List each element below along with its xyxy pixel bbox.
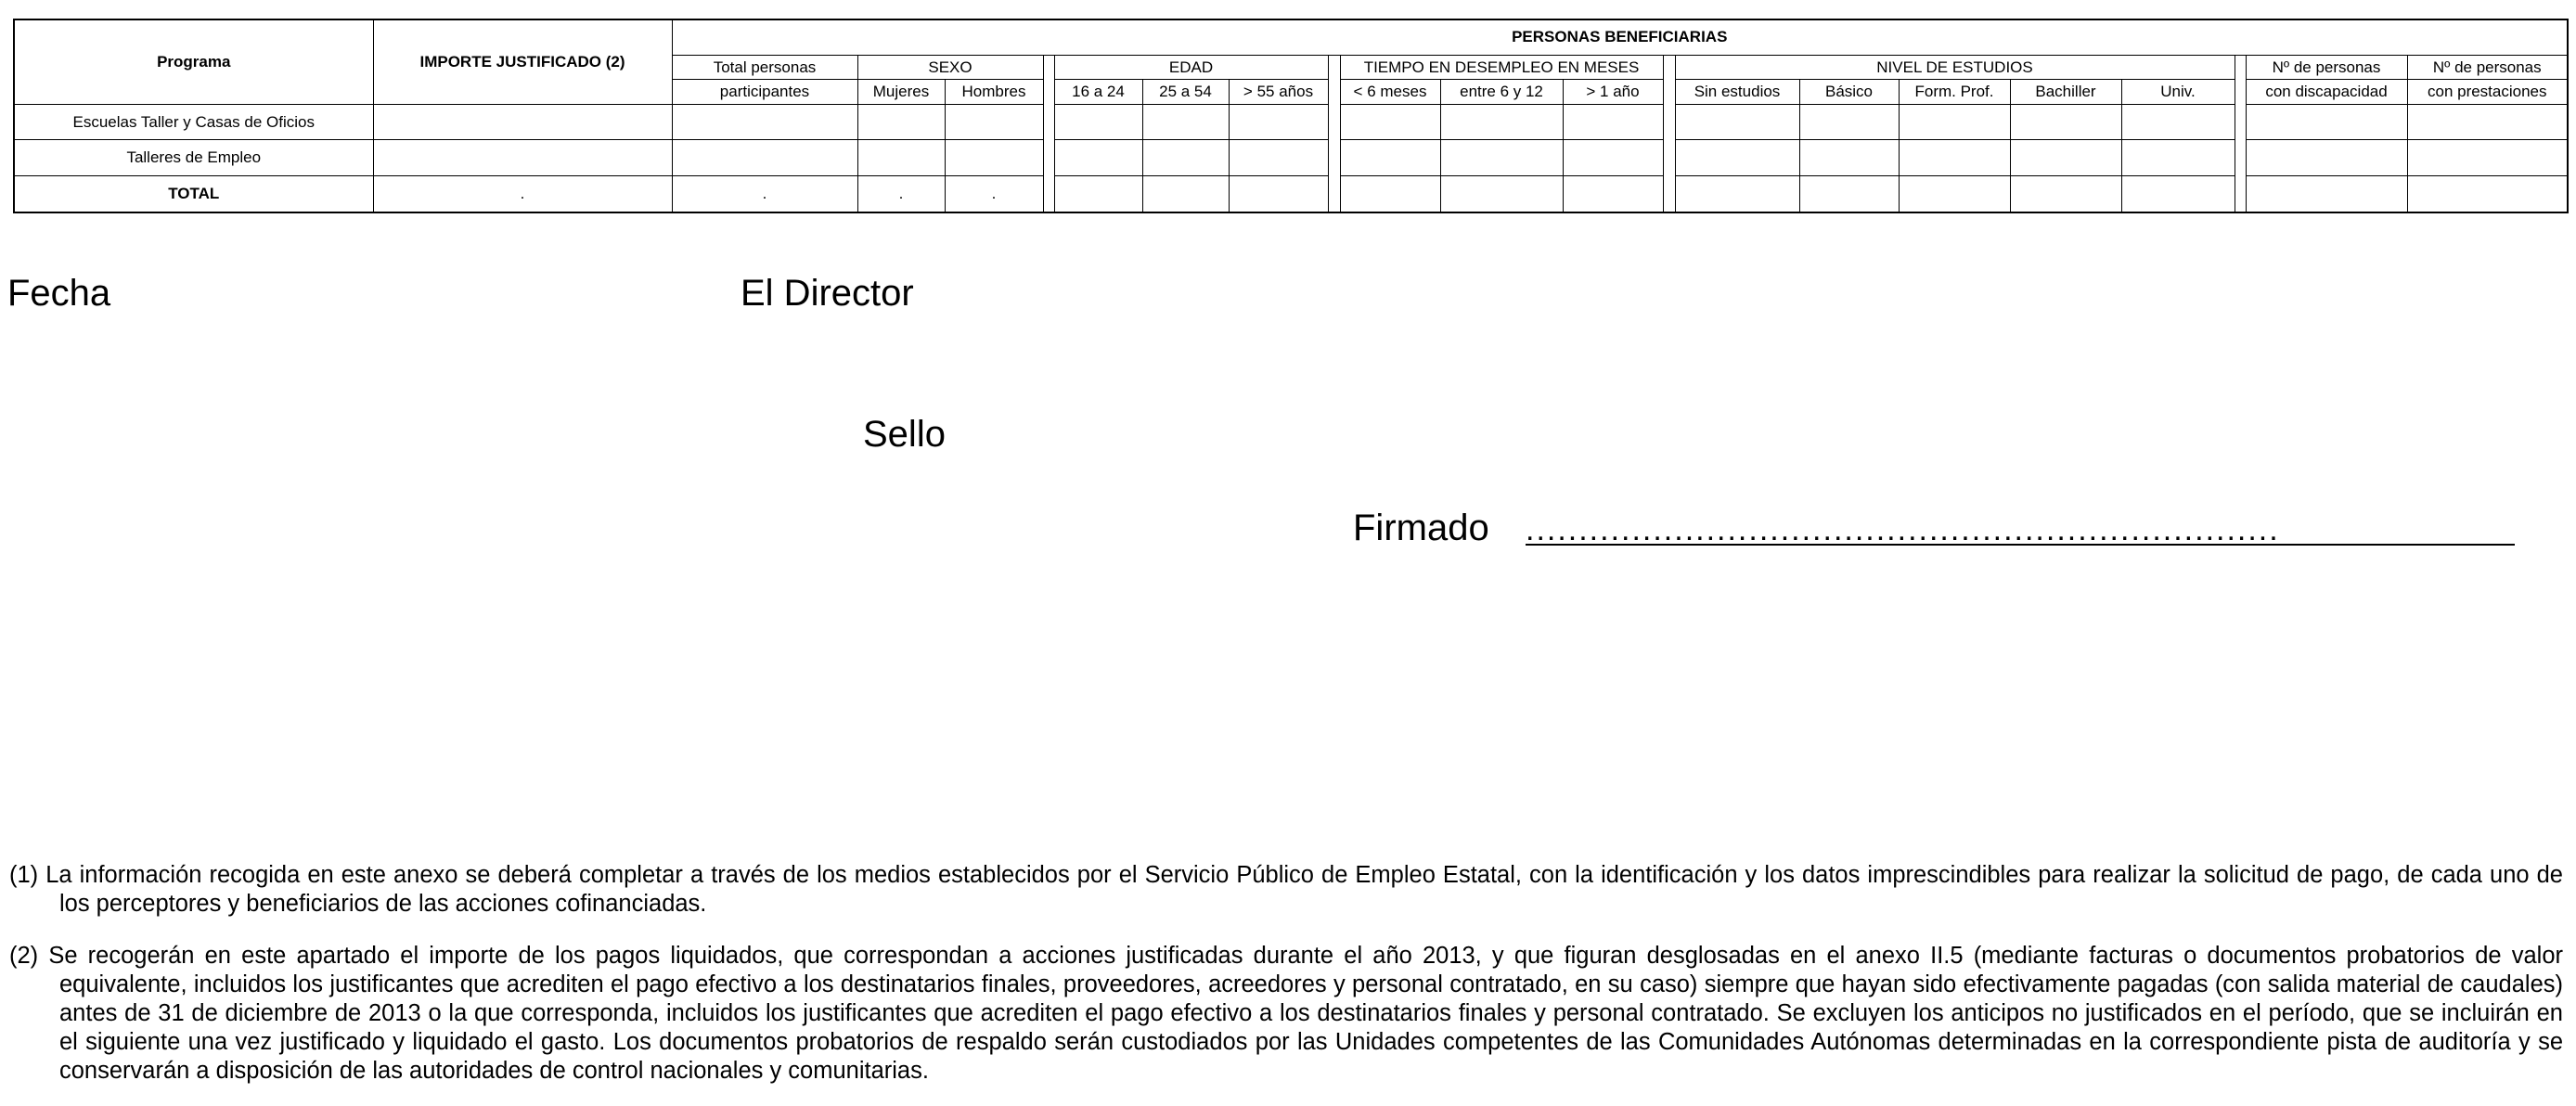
participantes-header: participantes bbox=[672, 80, 857, 105]
table-cell bbox=[1799, 104, 1899, 140]
total-mujeres-cell: . bbox=[857, 176, 945, 212]
edad-55-header: > 55 años bbox=[1229, 80, 1328, 105]
table-cell bbox=[373, 104, 672, 140]
table-cell bbox=[1054, 176, 1142, 212]
footnote-2 bbox=[9, 942, 2563, 1086]
table-cell bbox=[2246, 176, 2407, 212]
table-cell bbox=[2121, 104, 2235, 140]
table-cell bbox=[1675, 176, 1799, 212]
table-cell bbox=[1899, 176, 2010, 212]
prestaciones-header-1: Nº de personas bbox=[2407, 55, 2568, 80]
table-cell bbox=[1229, 176, 1328, 212]
sexo-header: SEXO bbox=[857, 55, 1043, 80]
row-label-escuelas: Escuelas Taller y Casas de Oficios bbox=[14, 104, 373, 140]
total-hombres-cell: . bbox=[945, 176, 1043, 212]
discapacidad-header-1: Nº de personas bbox=[2246, 55, 2407, 80]
table-cell bbox=[1142, 104, 1229, 140]
footnote-2-text: (2) Se recogerán en este apartado el importe de los pagos liquidados, que correspondan a acciones justificadas durante el año 2013, y que figuran desglosadas en el anexo II.5 (mediante facturas o documentos probatorios de valor equivalente, incluidos los justificantes que acrediten el pago efectivo a los destinatarios finales, proveedores, acreedores y personal contratado, en su caso) siempre que hayan sido efectivamente pagadas (con salida material de caudales) antes de 31 de diciembre de 2013 o la que corresponda, incluidos los justificantes que acrediten el pago efectivo a los destinatarios finales y personal contratado. Se excluyen los anticipos no justificados en el período, que se incluirán en el siguiente una vez justificado y liquidado el gasto. Los documentos probatorios de respaldo serán custodiados por las Unidades competentes de las Comunidades Autónomas determinadas en la correspondiente pista de auditoría y se conservarán a disposición de las autoridades de control nacionales y comunitarias. bbox=[9, 943, 2563, 1084]
tiempo-6-header: < 6 meses bbox=[1340, 80, 1440, 105]
table-cell bbox=[1229, 104, 1328, 140]
table-cell bbox=[1675, 140, 1799, 176]
table-cell bbox=[1799, 176, 1899, 212]
beneficiaries-table bbox=[13, 19, 2569, 213]
table-cell bbox=[857, 104, 945, 140]
firmado-label: Firmado bbox=[1353, 508, 1489, 548]
table-cell bbox=[672, 104, 857, 140]
table-cell bbox=[1899, 104, 2010, 140]
table-cell bbox=[1340, 140, 1440, 176]
nivel-estudios-header: NIVEL DE ESTUDIOS bbox=[1675, 55, 2235, 80]
row-label-total: TOTAL bbox=[14, 176, 373, 212]
total-personas-header: Total personas bbox=[672, 55, 857, 80]
table-cell bbox=[1229, 140, 1328, 176]
table-cell bbox=[1142, 176, 1229, 212]
edad-25-54-header: 25 a 54 bbox=[1142, 80, 1229, 105]
gap bbox=[1328, 55, 1340, 212]
tiempo-desempleo-header: TIEMPO EN DESEMPLEO EN MESES bbox=[1340, 55, 1663, 80]
table-cell bbox=[1440, 104, 1563, 140]
mujeres-header: Mujeres bbox=[857, 80, 945, 105]
table-cell bbox=[1340, 104, 1440, 140]
table-cell bbox=[1675, 104, 1799, 140]
table-cell bbox=[1563, 176, 1663, 212]
basico-header: Básico bbox=[1799, 80, 1899, 105]
total-importe-cell: . bbox=[373, 176, 672, 212]
footnote-1 bbox=[9, 861, 2563, 919]
table-cell bbox=[2246, 104, 2407, 140]
fecha-label: Fecha bbox=[7, 273, 111, 314]
table-cell bbox=[1799, 140, 1899, 176]
personas-beneficiarias-header: PERSONAS BENEFICIARIAS bbox=[672, 19, 2568, 55]
signature-line: ....................................................................... bbox=[1526, 516, 2515, 546]
footnote-1-text: (1) La información recogida en este anexo se deberá completar a través de los medios establecidos por el Servicio Público de Empleo Estatal, con la identificación y los datos imprescindibles para realizar la solicitud de pago, de cada uno de los perceptores y beneficiarios de las acciones cofinanciadas. bbox=[9, 862, 2563, 917]
gap bbox=[1663, 55, 1675, 212]
discapacidad-header-2: con discapacidad bbox=[2246, 80, 2407, 105]
table-cell bbox=[2407, 140, 2568, 176]
table-cell bbox=[373, 140, 672, 176]
total-participantes-cell: . bbox=[672, 176, 857, 212]
form-prof-header: Form. Prof. bbox=[1899, 80, 2010, 105]
table-cell bbox=[2407, 176, 2568, 212]
univ-header: Univ. bbox=[2121, 80, 2235, 105]
table-cell bbox=[1899, 140, 2010, 176]
gap bbox=[1043, 55, 1054, 212]
table-cell bbox=[1142, 140, 1229, 176]
programa-header: Programa bbox=[14, 19, 373, 104]
bachiller-header: Bachiller bbox=[2010, 80, 2121, 105]
tiempo-1-ano-header: > 1 año bbox=[1563, 80, 1663, 105]
tiempo-6-12-header: entre 6 y 12 bbox=[1440, 80, 1563, 105]
director-label: El Director bbox=[741, 273, 914, 314]
table-cell bbox=[1054, 104, 1142, 140]
table-cell bbox=[857, 140, 945, 176]
table-cell bbox=[2010, 140, 2121, 176]
table-cell bbox=[2010, 104, 2121, 140]
table-cell bbox=[945, 104, 1043, 140]
prestaciones-header-2: con prestaciones bbox=[2407, 80, 2568, 105]
importe-header: IMPORTE JUSTIFICADO (2) bbox=[373, 19, 672, 104]
table-cell bbox=[2246, 140, 2407, 176]
table-cell bbox=[1440, 140, 1563, 176]
table-cell bbox=[2010, 176, 2121, 212]
table-cell bbox=[1340, 176, 1440, 212]
table-cell bbox=[1563, 140, 1663, 176]
row-label-talleres: Talleres de Empleo bbox=[14, 140, 373, 176]
sello-label: Sello bbox=[863, 414, 946, 455]
gap bbox=[2235, 55, 2246, 212]
edad-16-24-header: 16 a 24 bbox=[1054, 80, 1142, 105]
table-cell bbox=[945, 140, 1043, 176]
table-cell bbox=[1440, 176, 1563, 212]
table-cell bbox=[2407, 104, 2568, 140]
hombres-header: Hombres bbox=[945, 80, 1043, 105]
table-cell bbox=[2121, 176, 2235, 212]
edad-header: EDAD bbox=[1054, 55, 1328, 80]
table-cell bbox=[1054, 140, 1142, 176]
table-cell bbox=[1563, 104, 1663, 140]
table-cell bbox=[2121, 140, 2235, 176]
sin-estudios-header: Sin estudios bbox=[1675, 80, 1799, 105]
table-cell bbox=[672, 140, 857, 176]
